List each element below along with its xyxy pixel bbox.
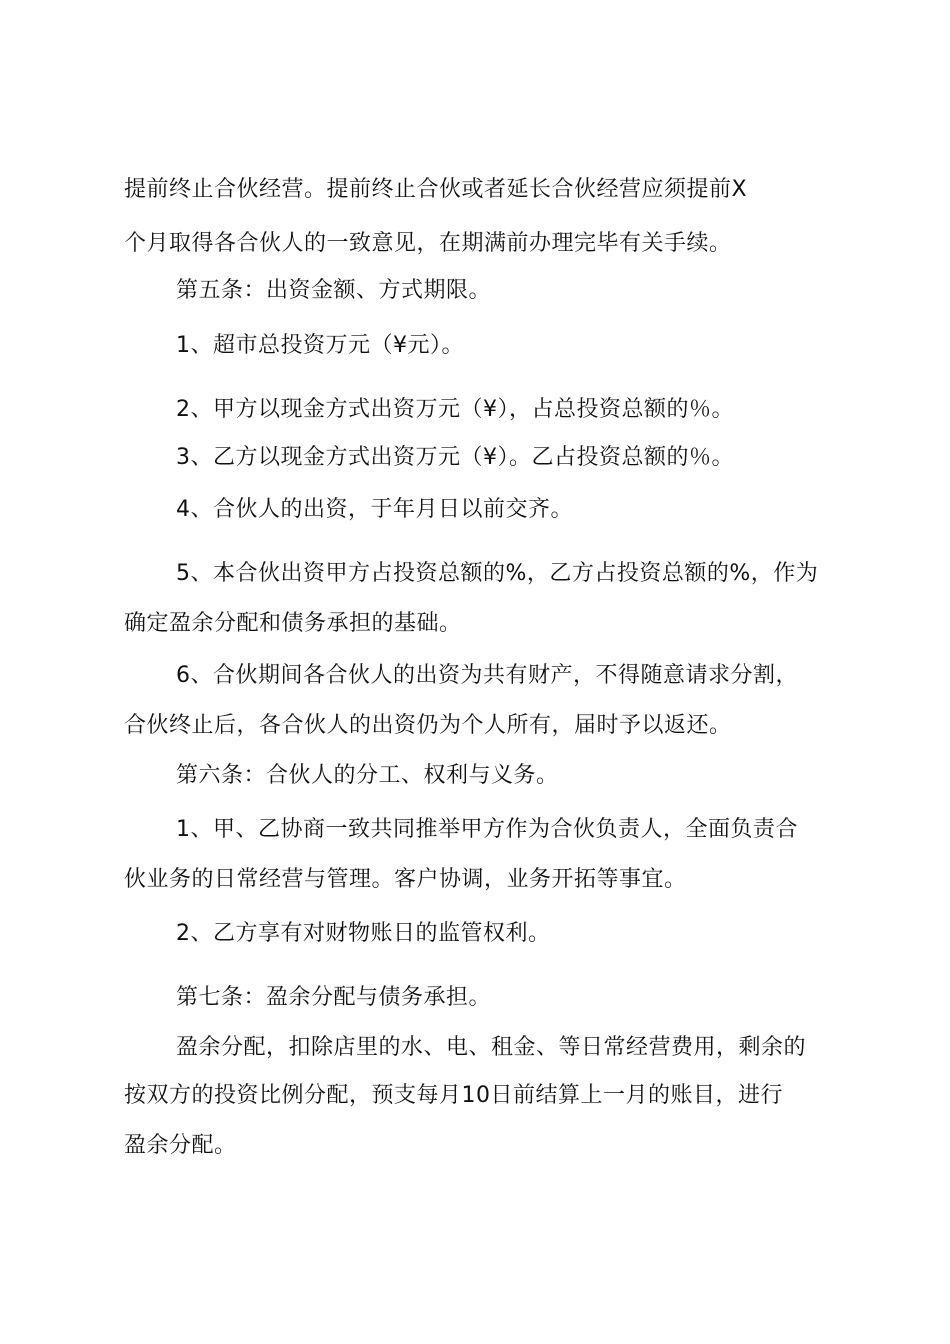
- text-line-6: 3、乙方以现金方式出资万元（¥）。乙占投资总额的％。: [176, 445, 734, 470]
- text-line-11: 合伙终止后，各合伙人的出资仍为个人所有，届时予以返还。: [124, 713, 732, 738]
- text-line-9: 确定盈余分配和债务承担的基础。: [124, 611, 462, 636]
- text-line-8: 5、本合伙出资甲方占投资总额的%，乙方占投资总额的%，作为: [176, 561, 819, 586]
- text-line-5: 2、甲方以现金方式出资万元（¥），占总投资总额的％。: [176, 397, 734, 422]
- text-line-13: 1、甲、乙协商一致共同推举甲方作为合伙负责人，全面负责合: [176, 817, 798, 842]
- text-line-2: 个月取得各合伙人的一致意见，在期满前办理完毕有关手续。: [124, 231, 732, 256]
- text-line-1: 提前终止合伙经营。提前终止合伙或者延长合伙经营应须提前X: [124, 177, 748, 202]
- text-line-7: 4、合伙人的出资，于年月日以前交齐。: [176, 497, 573, 522]
- text-line-15: 2、乙方享有对财物账日的监管权利。: [176, 921, 551, 946]
- text-line-10: 6、合伙期间各合伙人的出资为共有财产，不得随意请求分割，: [176, 663, 798, 688]
- text-line-18: 按双方的投资比例分配，预支每月10日前结算上一月的账目，进行: [124, 1083, 783, 1108]
- section-heading-article-7: 第七条：盈余分配与债务承担。: [176, 985, 492, 1010]
- text-line-17: 盈余分配，扣除店里的水、电、租金、等日常经营费用，剩余的: [176, 1035, 807, 1060]
- text-line-14: 伙业务的日常经营与管理。客户协调，业务开拓等事宜。: [124, 867, 687, 892]
- section-heading-article-5: 第五条：出资金额、方式期限。: [176, 278, 492, 303]
- section-heading-article-6: 第六条：合伙人的分工、权利与义务。: [176, 763, 559, 788]
- text-line-19: 盈余分配。: [124, 1133, 237, 1158]
- text-line-4: 1、超市总投资万元（¥元）。: [176, 333, 464, 358]
